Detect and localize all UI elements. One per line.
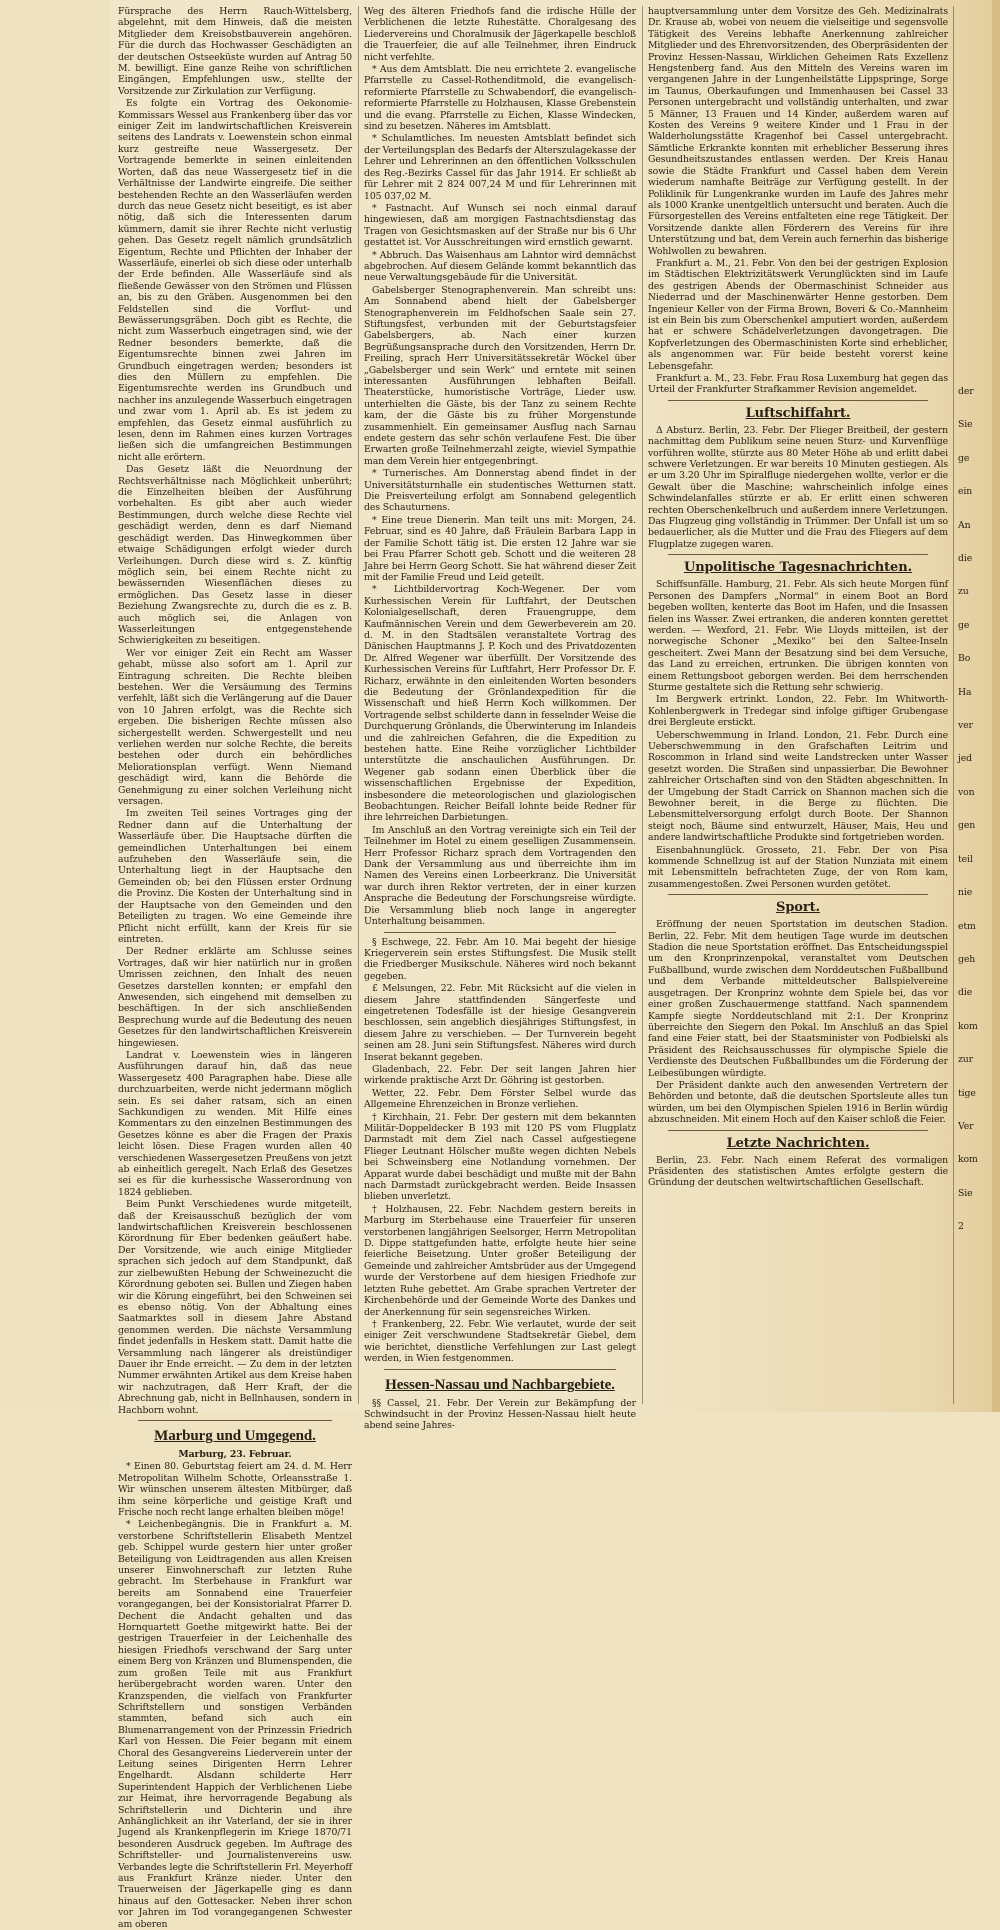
- section-heading-sport: Sport.: [776, 900, 820, 916]
- cropped-text-fragment: tige: [958, 1087, 976, 1099]
- column-rule: [953, 6, 954, 1404]
- article-paragraph: Δ Absturz. Berlin, 23. Febr. Der Flieger Breitbeil, der gestern nachmittag dem Publikum seine neuen Sturz- und Kurvenflüge vorführen wollte, stürzte aus 80 Meter Höhe ab und erlitt dabei schwere Verletzungen. Er war bereits 10 Minuten gestiegen. Als er um 3.20 Uhr im Spiralfluge niedergehen wollte, verlor er die Gewalt über die Maschine; wahrscheinlich infolge eines Schwindelanfalles stürzte er ab. Er erlitt einen schweren rechten Oberschenkelbruch und außerdem innere Verletzungen. Das Flugzeug ging vollständig in Trümmer. Der Unfall ist um so bedauerlicher, als die Mutter und die Frau des Fliegers auf dem Flugplatze zugegen waren.: [648, 424, 948, 550]
- cropped-text-fragment: ver: [958, 720, 973, 732]
- column-3: [648, 6, 948, 1404]
- article-paragraph: Gabelsberger Stenographenverein. Man schreibt uns: Am Sonnabend abend hielt der Gabelsberger Stenographenverein im Feldhofschen Saale sein 27. Stiftungsfest, verbunden mit der Geburtstagsfeier Gabelsbergers, ab. Nach einer kurzen Begrüßungsansprache durch den Vorsitzenden, Herrn Dr. Freiling, sprach Herr Universitätssekretär Wöckel über „Gabelsberger und sein Werk“ und erntete mit seinen interessanten Ausführungen lebhaften Beifall. Theaterstücke, humoristische Vorträge, Lieder usw. unterhielten die Gäste, bis der Tanz zu seinem Rechte kam, der die Gäste bis zu früher Morgenstunde zusammenhielt. Ein gemeinsamer Ausflug nach Sarnau endete gestern das sehr schön verlaufene Fest. Die über Erwarten große Teilnehmerzahl zeigte, wieviel Sympathie man dem Verein hier entgegenbringt.: [364, 284, 636, 467]
- article-paragraph: † Frankenberg, 22. Febr. Wie verlautet, wurde der seit einiger Zeit verschwundene Stadtsekretär Giebel, dem wie berichtet, dienstliche Verfehlungen zur Last gelegt werden, in Wien festgenommen.: [364, 1318, 636, 1365]
- column-rule: [642, 6, 643, 1404]
- article-paragraph: Weg des älteren Friedhofs fand die irdische Hülle der Verblichenen die letzte Ruhestätte. Choralgesang des Liedervereins und Choralmusik der Jägerkapelle beschloß die Trauerfeier, die auf alle Teilnehmer, ihren Eindruck nicht verfehlte.: [364, 6, 636, 63]
- section-divider: [384, 932, 616, 933]
- cropped-text-fragment: etm: [958, 920, 976, 932]
- section-divider: [668, 554, 928, 555]
- cropped-text-fragment: die: [958, 553, 973, 565]
- article-paragraph: Im Anschluß an den Vortrag vereinigte sich ein Teil der Teilnehmer im Hotel zu einem geselligen Zusammensein. Herr Professor Richarz sprach dem Vortragenden den Dank der Versammlung aus und überreichte ihm im Namen des Vereins einen Lorbeerkranz. Die Universität war durch ihren Rektor vertreten, der in einer kurzen Ansprache die Bedeutung der Forschungsreise würdigte. Die Versammlung blieb noch lange in angeregter Unterhaltung beisammen.: [364, 824, 636, 928]
- cropped-text-fragment: der: [958, 386, 974, 397]
- cropped-text-fragment: gen: [958, 820, 976, 832]
- cropped-text-fragment: An: [958, 519, 971, 531]
- article-paragraph: † Holzhausen, 22. Febr. Nachdem gestern bereits in Marburg im Sterbehause eine Trauerfeier für unseren verstorbenen langjährigen Seelsorger, Herrn Metropolitan D. Dippe stattgefunden hatte, erfolgte heute hier seine feierliche Beisetzung. Unter großer Beteiligung der Gemeinde und zahlreicher Amtsbrüder aus der Umgegend wurde der Verstorbene auf dem hiesigen Friedhofe zur letzten Ruhe gebettet. Am Grabe sprachen Vertreter der Kirchenbehörde und der Gemeinde Worte des Dankes und der Anerkennung für sein segensreiches Wirken.: [364, 1203, 636, 1318]
- article-paragraph: Gladenbach, 22. Febr. Der seit langen Jahren hier wirkende praktische Arzt Dr. Göhring ist gestorben.: [364, 1063, 636, 1087]
- dateline: Marburg, 23. Februar.: [178, 1448, 292, 1460]
- cropped-text-fragment: Sie: [958, 1187, 973, 1199]
- cropped-text-fragment: kom: [958, 1020, 978, 1032]
- section-divider: [668, 400, 928, 401]
- cropped-text-fragment: Ver: [958, 1120, 974, 1132]
- article-paragraph: Es folgte ein Vortrag des Oekonomie-Kommissars Wessel aus Frankenberg über das vor einiger Zeit im landwirtschaftlichen Kreisverein seitens des Landrats v. Loewenstein schon einmal kurz gestreifte neue Wassergesetz. Der Vortragende bemerkte in seinen einleitenden Worten, daß das neue Wassergesetz tief in die Verhältnisse der Landwirte eingreife. Die seither bestehenden Rechte an den Wasserläufen werden durch das neue Gesetz nicht beseitigt, es ist aber nötig, daß sich die Interessenten darum kümmern, damit sie ihrer Rechte nicht verlustig gehen. Das Gesetz regelt nämlich grundsätzlich Eigentum, Rechte und Pflichten der Inhaber der Wasserläufe, einerlei ob sich diese oder unterhalb der Erde befinden. Alle Wasserläufe sind als fließende Gewässer von den Strömen und Flüssen an, bis zu den Gräben. Ausgenommen bei den Feldstellen sind die Vorflut- und Bewässerungsgräben. Doch gibt es Rechte, die nicht zum Wasserbuch eingetragen sind, wie der Redner besonders bemerkte, daß die Eigentumsrechte binnen zwei Jahren im Grundbuch eingetragen werden; besonders ist dies den Müllern zu empfehlen. Die Eigentumsrechte werden ins Grundbuch und nachher ins anzulegende Wasserbuch eingetragen und zwar vom 1. April ab. Es ist jedem zu empfehlen, das Gesetz einmal ausführlich zu lesen, denn im Rahmen eines kurzen Vortrages ließen sich die umfangreichen Bestimmungen nicht alle erörtern.: [118, 98, 352, 463]
- cropped-text-fragment: Bo: [958, 653, 971, 665]
- cropped-text-fragment: Ha: [958, 686, 972, 698]
- cropped-text-fragment: die: [958, 987, 973, 999]
- cropped-text-fragment: geh: [958, 953, 976, 965]
- section-heading-luftschiffahrt: Luftschiffahrt.: [745, 405, 851, 421]
- section-heading-letzte-nachrichten: Letzte Nachrichten.: [726, 1135, 870, 1151]
- cropped-text-fragment: zu: [958, 586, 969, 598]
- article-paragraph: Frankfurt a. M., 23. Febr. Frau Rosa Luxemburg hat gegen das Urteil der Frankfurter Strafkammer Revision angemeldet.: [648, 373, 948, 396]
- article-paragraph: Schiffsunfälle. Hamburg, 21. Febr. Als sich heute Morgen fünf Personen des Dampfers „Normal“ in einem Boot an Bord begeben wollten, kenterte das Boot im Hafen, und die Insassen fielen ins Wasser. Zwei ertranken, die anderen konnten gerettet werden. — Wexford, 21. Febr. Wie Lloyds mitteilen, ist der norwegische Schoner „Mexiko“ bei den Saltee-Inseln gescheitert. Zwei Mann der Besatzung sind bei dem Versuche, das Land zu erreichen, ertrunken. Die übrigen konnten von einem Rettungsboot geborgen werden. Bei dem herrschenden Sturme gestaltete sich die Rettung sehr schwierig.: [648, 579, 948, 693]
- section-heading-marburg: Marburg und Umgegend.: [154, 1427, 316, 1444]
- article-paragraph: * Leichenbegängnis. Die in Frankfurt a. M. verstorbene Schriftstellerin Elisabeth Mentzel geb. Schippel wurde gestern hier unter großer Beteiligung von Leidtragenden aus allen Kreisen unserer Einwohnerschaft zur letzten Ruhe gebracht. Im Sterbehause in Frankfurt war bereits am Sonnabend eine Trauerfeier vorangegangen, bei der Konsistorialrat Pfarrer D. Dechent die Andacht gehalten und das Hornquartett Goethe mitgewirkt hatte. Bei der gestrigen Trauerfeier in der Leichenhalle des hiesigen Friedhofs verschwand der Sarg unter einem Berg von Kränzen und Blumenspenden, die zum großen Teile mit aus Frankfurt herübergebracht worden waren. Unter den Kranzspenden, die vielfach von Frankfurter Schriftstellern und sonstigen Verbänden stammten, befand sich auch ein Blumenarrangement von der Prinzessin Friedrich Karl von Hessen. Die Feier begann mit einem Choral des Gesangvereins Liederverein unter der Leitung seines Dirigenten Herrn Lehrer Engelhardt. Alsdann schilderte Herr Superintendent Happich der Verblichenen Liebe zur Heimat, ihre hervorragende Begabung als Schriftstellerin und Dichterin und ihre Anhänglichkeit an ihr Vaterland, der sie in ihrer Jugend als Krankenpflegerin im Kriege 1870/71 besonderen Ausdruck gegeben. Im Auftrage des Schriftsteller- und Journalistenvereins usw. Verbandes legte die Schriftstellerin Frl. Meyerhoff aus Frankfurt Kränze nieder. Unter den Trauerweisen der Jägerkapelle ging es dann hinaus auf den Gottesacker. Neben ihrer schon vor Jahren im Tod vorangegangenen Schwester am oberen: [118, 1519, 352, 1930]
- article-paragraph: * Fastnacht. Auf Wunsch sei noch einmal darauf hingewiesen, daß am morgigen Fastnachtsdienstag das Tragen von Gesichtsmasken auf der Straße nur bis 6 Uhr gestattet ist. Vor Ausschreitungen wird ernstlich gewarnt.: [364, 202, 636, 249]
- cropped-text-fragment: ge: [958, 452, 970, 464]
- article-paragraph: * Aus dem Amtsblatt. Die neu errichtete 2. evangelische Pfarrstelle zu Cassel-Rothenditmold, die evangelisch-reformierte Pfarrstelle zu Schwabendorf, die evangelisch-reformierte Pfarrstelle zu Holzhausen, Klasse Grebenstein und die evang. Pfarrstelle zu Eichen, Klasse Windecken, sind zu besetzen. Näheres im Amtsblatt.: [364, 64, 636, 133]
- article-paragraph: † Kirchhain, 21. Febr. Der gestern mit dem bekannten Militär-Doppeldecker B 193 mit 120 PS vom Flugplatz Darmstadt mit dem Ziel nach Cassel aufgestiegene Flieger Leutnant Hölscher mußte wegen dichten Nebels bei Schweinsberg eine Notlandung vornehmen. Der Apparat wurde dabei beschädigt und mußte mit der Bahn nach Darmstadt zurückgebracht werden. Beide Insassen blieben unverletzt.: [364, 1111, 636, 1203]
- article-paragraph: Der Redner erklärte am Schlusse seines Vortrages, daß wir hier natürlich nur in großen Umrissen zeichnen, den Inhalt des neuen Gesetzes darstellen konnten; er empfahl den Anwesenden, sich eingehend mit demselben zu beschäftigen. In der sich anschließenden Besprechung wurde auf die Bedeutung des neuen Gesetzes für den landwirtschaftlichen Kreisverein hingewiesen.: [118, 946, 352, 1049]
- article-paragraph: Im zweiten Teil seines Vortrages ging der Redner dann auf die Unterhaltung der Wasserläufe über. Die Hauptsache dürften die gemeindlichen Unterhaltungen bei einem aufzuheben den Wasserläufe sein, die Unterhaltung liegt in der Hauptsache den Gemeinden ob; bei den Flüssen erster Ordnung die Provinz. Die Kosten der Unterhaltung sind in der Hauptsache von den Gemeinden und den Beteiligten zu tragen. Wo eine Gemeinde ihre Pflicht nicht erfüllt, kann der Kreis für sie eintreten.: [118, 808, 352, 945]
- article-paragraph: hauptversammlung unter dem Vorsitze des Geh. Medizinalrats Dr. Krause ab, wobei von neuem die vielseitige und segensvolle Tätigkeit des Vereins lebhafte Anerkennung zahlreicher Mitglieder und des Ehrenvorsitzenden, des Oberpräsidenten der Provinz Hessen-Nassau, Wirklichen Geheimen Rats Exzellenz Hengstenberg fand. Aus den Mitteln des Vereins waren im vergangenen Jahre in der Lungenheilstätte Lippspringe, Sorge im Taunus, Oberkaufungen und Immenhausen bei Cassel 33 Personen untergebracht und vollständig unterhalten, und zwar 5 Männer, 13 Frauen und 14 Kinder, außerdem waren auf Kosten des Vereins 9 weitere Kinder und 1 Frau in der Walderholungsstätte Kragenhof bei Cassel untergebracht. Sämtliche Erkrankte konnten mit erheblicher Besserung ihres Gesundheitszustandes entlassen werden. Der Kreis Hanau sowie die Städte Frankfurt und Cassel haben dem Verein wiederum namhafte Beiträge zur Verfügung gestellt. In der Poliklinik für Lungenkranke wurden im Laufe des Jahres mehr als 1000 Kranke unentgeltlich untersucht und beraten. Auch die Fürsorgestellen des Vereins entfalteten eine rege Tätigkeit. Der Vorsitzende dankte allen Förderern des Vereins für ihre Unterstützung und bat, dem Verein auch fernerhin das bisherige Wohlwollen zu bewahren.: [648, 6, 948, 257]
- section-divider: [138, 1420, 332, 1421]
- article-paragraph: Wetter, 22. Febr. Dem Förster Selbel wurde das Allgemeine Ehrenzeichen in Bronze verliehen.: [364, 1087, 636, 1111]
- cropped-text-fragment: ge: [958, 619, 970, 631]
- article-paragraph: Berlin, 23. Febr. Nach einem Referat des vormaligen Präsidenten des statistischen Amtes erfolgte gestern die Gründung der deutschen weltwirtschaftlichen Gesellschaft.: [648, 1154, 948, 1189]
- section-heading-tagesnachrichten: Unpolitische Tagesnachrichten.: [683, 560, 913, 576]
- column-rule: [358, 6, 359, 1404]
- cropped-text-fragment: 2: [958, 1221, 964, 1233]
- cropped-text-fragment: jed: [958, 753, 973, 765]
- column-1: [118, 6, 352, 1930]
- article-paragraph: Eisenbahnunglück. Grosseto, 21. Febr. Der von Pisa kommende Schnellzug ist auf der Station Nunziata mit einem mit Lebensmitteln befrachteten Zuge, der von Rom kam, zusammengestoßen. Zwei Personen wurden getötet.: [648, 844, 948, 890]
- article-paragraph: Im Bergwerk ertrinkt. London, 22. Febr. Im Whitworth-Kohlenbergwerk in Tredegar sind infolge giftiger Grubengase drei Bergleute erstickt.: [648, 694, 948, 729]
- section-divider: [668, 1130, 928, 1131]
- column-2: [364, 6, 636, 1432]
- section-heading-hessen-nassau: Hessen-Nassau und Nachbargebiete.: [385, 1376, 615, 1393]
- page-edge-shadow: [992, 0, 1000, 1412]
- article-paragraph: Das Gesetz läßt die Neuordnung der Rechtsverhältnisse nach Möglichkeit unberührt; die Einzelheiten bleiben der Ausführung vorbehalten. Es gibt aber auch wieder Bestimmungen, durch welche diese Rechte viel geschädigt werden, denn es darf Niemand geschädigt werden. Das Hinwegkommen über etwaige Schädigungen erfolgt wieder durch Verleihungen. Durch diese wird s. Z. künftig möglich sein, bei einem Rechte nicht zu bewässernden Wiesenflächen dieses zu ermöglichen. Das Gesetz lasse in dieser Beziehung Zwangsrechte zu, durch die es z. B. auch möglich sei, die Anlagen von Wasserleitungen entgegenstehende Schwierigkeiten zu beseitigen.: [118, 464, 352, 647]
- article-paragraph: Fürsprache des Herrn Rauch-Wittelsberg, abgelehnt, mit dem Hinweis, daß die meisten Mitglieder dem Kreisobstbauverein angehören. Für die durch das Hochwasser Geschädigten an der deutschen Ostseeküste wurden auf Antrag 50 M. bewilligt. Eine ganze Reihe von schriftlichen Eingängen, Empfehlungen usw., stellte der Vorsitzende zur Zirkulation zur Verfügung.: [118, 6, 352, 97]
- article-paragraph: Frankfurt a. M., 21. Febr. Von den bei der gestrigen Explosion im Städtischen Elektrizitätswerk Verunglückten sind im Laufe des gestrigen Abends der Obermaschinist Schneider aus Niederrad und der Maschinenwärter Henne gestorben. Dem Ingenieur Keller von der Firma Brown, Boveri & Co.-Mannheim ist ein Bein bis zum Oberschenkel amputiert worden, außerdem hat er schwere Schädelverletzungen davongetragen. Die Kopfverletzungen des Obermaschinisten Korte sind erheblicher, als angenommen war. Für beide besteht vorerst keine Lebensgefahr.: [648, 257, 948, 372]
- article-paragraph: * Turnerisches. Am Donnerstag abend findet in der Universitätsturnhalle ein studentisches Wetturnen statt. Die Preisverteilung erfolgt am Sonnabend gelegentlich des Schauturnens.: [364, 468, 636, 514]
- cropped-text-fragment: von: [958, 786, 975, 798]
- article-paragraph: Ueberschwemmung in Irland. London, 21. Febr. Durch eine Ueberschwemmung in den Grafschaften Leitrim und Roscommon in Irland sind weite Landstrecken unter Wasser gesetzt worden. Die Straßen sind unpassierbar. Die Bewohner zahlreicher Ortschaften sind von den Städten abgeschnitten. In der Umgebung der Stadt Carrick on Shannon machen sich die Bewohner bereit, in die Berge zu flüchten. Die Lebensmittelversorgung erfolgt durch Boote. Der Shannon steigt noch, Bäume sind entwurzelt, Häuser, Mais, Heu und andere landwirtschaftliche Produkte sind fortgetrieben worden.: [648, 729, 948, 844]
- article-paragraph: Der Präsident dankte auch den anwesenden Vertretern der Behörden und betonte, daß die deutschen Sportsleute alles tun würden, um bei den Olympischen Spielen 1916 in Berlin würdig abzuschneiden. Mit einem Hoch auf den Kaiser schloß die Feier.: [648, 1079, 948, 1126]
- cropped-text-fragment: nie: [958, 887, 973, 899]
- article-paragraph: Landrat v. Loewenstein wies in längeren Ausführungen darauf hin, daß das neue Wassergesetz 400 Paragraphen habe. Diese alle durchzuarbeiten, werde nicht jedermann möglich sein. Es sei daher ratsam, sich an einen Sachkundigen zu wenden. Mit Hilfe eines Kommentars zu den einzelnen Bestimmungen des Gesetzes könne es aber die Fragen der Praxis leicht lösen. Diese Fragen wurden allen 40 verschiedenen Wassergesetzen Preußens von jetzt ab einheitlich geregelt. Nach Erlaß des Gesetzes sei es für die kurhessische Wasserordnung von 1824 geblieben.: [118, 1049, 352, 1198]
- cropped-text-fragment: ein: [958, 486, 973, 498]
- article-paragraph: Wer vor einiger Zeit ein Recht am Wasser gehabt, müsse also sofort am 1. April zur Eintragung schreiten. Die Rechte bleiben bestehen. Wer die Versäumung des Termins verfehlt, läßt sich die Verlängerung auf die Dauer von 10 Jahren erfolgt, was die Rechte sich ergeben. Die bisherigen Rechte müssen also sichergestellt werden. Schwergestellt und neu verliehen werden nur solche Rechte, die bereits bestehen oder durch ein behördliches Meliorationsplan verfügt. Wenn Niemand geschädigt wird, kann die Behörde die Genehmigung zu einer solchen Verleihung nicht versagen.: [118, 647, 352, 808]
- article-paragraph: §§ Cassel, 21. Febr. Der Verein zur Bekämpfung der Schwindsucht in der Provinz Hessen-Nassau hielt heute abend seine Jahres-: [364, 1397, 636, 1432]
- article-paragraph: * Lichtbildervortrag Koch-Wegener. Der vom Kurhessischen Verein für Luftfahrt, der Deutschen Kolonialgesellschaft, deren Frauengruppe, dem Kaufmännischen Verein und dem Gewerbeverein am 20. d. M. in den Stadtsälen veranstaltete Vortrag des Dänischen Hauptmanns J. P. Koch und des Privatdozenten Dr. Alfred Wegener war überfüllt. Der Vorsitzende des Kurhessischen Vereins für Luftfahrt, Herr Professor Dr. F. Richarz, erwähnte in den einleitenden Worten besonders die Bedeutung der Grönlandexpedition für die Wissenschaft und hieß Herrn Koch willkommen. Der Vortragende selbst schilderte dann in fesselnder Weise die Durchquerung Grönlands, die Überwinterung im Inlandeis und die zahlreichen Gefahren, die die Expedition zu bestehen hatte. Eine Reihe vorzüglicher Lichtbilder unterstützte die anschaulichen Ausführungen. Dr. Wegener gab sodann einen Überblick über die wissenschaftlichen Ergebnisse der Expedition, insbesondere die meteorologischen und glaziologischen Beobachtungen. Reicher Beifall lohnte beide Redner für ihre lehrreichen Darbietungen.: [364, 584, 636, 824]
- section-divider: [384, 1369, 616, 1370]
- article-paragraph: * Schulamtliches. Im neuesten Amtsblatt befindet sich der Verteilungsplan des Bedarfs der Alterszulagekasse der Lehrer und Lehrerinnen an den öffentlichen Volksschulen des Reg.-Bezirks Cassel für das Jahr 1914. Er schließt ab für Lehrer mit 2 824 007,24 M und für Lehrerinnen mit 105 037,02 M.: [364, 133, 636, 202]
- cropped-text-fragment: zur: [958, 1054, 974, 1066]
- article-paragraph: Eröffnung der neuen Sportstation im deutschen Stadion. Berlin, 22. Febr. Mit dem heutigen Tage wurde im deutschen Stadion die neue Sportstation eröffnet. Das Entscheidungsspiel um den Kronprinzenpokal, veranstaltet vom Deutschen Fußballbund, wurde zwischen dem Norddeutschen Fußballbund und dem Verbande mitteldeutscher Ballspielvereine ausgetragen. Der Kronprinz wohnte dem Spiele bei, das vor einer großen Zuschauermenge stattfand. Nach spannendem Kampfe siegte Norddeutschland mit 2:1. Der Kronprinz überreichte den Siegern den Pokal. Im Anschluß an das Spiel fand eine Feier statt, bei der Staatsminister von Podbielski als Präsident des Reichsausschusses für olympische Spiele die Verdienste des Deutschen Fußballbundes um die Förderung der Leibesübungen würdigte.: [648, 919, 948, 1079]
- cropped-text-fragment: Sie: [958, 419, 973, 431]
- article-paragraph: * Eine treue Dienerin. Man teilt uns mit: Morgen, 24. Februar, sind es 40 Jahre, daß Fräulein Barbara Lapp in der Familie Schott tätig ist. Die ersten 12 Jahre war sie bei Frau Pfarrer Schott geb. Schott und die weiteren 28 Jahre bei Herrn Georg Schott. Sie hat während dieser Zeit mit der Familie Freud und Leid geteilt.: [364, 514, 636, 583]
- article-paragraph: Beim Punkt Verschiedenes wurde mitgeteilt, daß der Kreisausschuß bezüglich der vom landwirtschaftlichen Kreisverein beschlossenen Körordnung für Eber bedenken geäußert habe. Der Vorsitzende, wie auch einige Mitglieder sprachen sich jedoch auf dem Standpunkt, daß zur zielbewußten Hebung der Schweinezucht die Körordnung geboten sei. Bullen und Ziegen haben wir die Körung eingeführt, bei den Schweinen sei es ebenso nötig. Von der Abhaltung eines Saatmarktes soll in diesem Jahre Abstand genommen werden. Die nächste Versammlung findet jedenfalls in Heskem statt. Damit hatte die Versammlung nach längerer als dreistündiger Dauer ihr Ende erreicht. — Zu dem in der letzten Nummer erwähnten Artikel aus dem Kreise haben wir nachzutragen, daß Herr Kraft, der die Abrechnung gab, nicht in Bellnhausen, sondern in Hachborn wohnt.: [118, 1199, 352, 1416]
- cropped-text-fragment: teil: [958, 853, 973, 865]
- page-margin: [0, 0, 110, 1412]
- article-paragraph: £ Melsungen, 22. Febr. Mit Rücksicht auf die vielen in diesem Jahre stattfindenden Sängerfeste und eingetretenen Todesfälle ist der hiesige Gesangverein beschlossen, sein angeblich diesjähriges Stiftungsfest, in diesem Jahre zu verschieben. — Der Turnverein begeht seinen am 28. Juni sein Stiftungsfest. Näheres wird durch Inserat bekannt gegeben.: [364, 983, 636, 1063]
- article-paragraph: * Abbruch. Das Waisenhaus am Lahntor wird demnächst abgebrochen. Auf diesem Gelände kommt bekanntlich das neue Verwaltungsgebäude für die Universität.: [364, 249, 636, 284]
- article-paragraph: § Eschwege, 22. Febr. Am 10. Mai begeht der hiesige Kriegerverein sein erstes Stiftungsfest. Die Musik stellt die Friedberger Musikschule. Näheres wird noch bekannt gegeben.: [364, 936, 636, 982]
- cropped-text-fragment: kom: [958, 1154, 978, 1166]
- article-paragraph: * Einen 80. Geburtstag feiert am 24. d. M. Herr Metropolitan Wilhelm Schotte, Orleansstraße 1. Wir wünschen unserem ältesten Mitbürger, daß ihm seine körperliche und geistige Kraft und Frische noch recht lange erhalten bleiben möge!: [118, 1461, 352, 1518]
- section-divider: [668, 894, 928, 895]
